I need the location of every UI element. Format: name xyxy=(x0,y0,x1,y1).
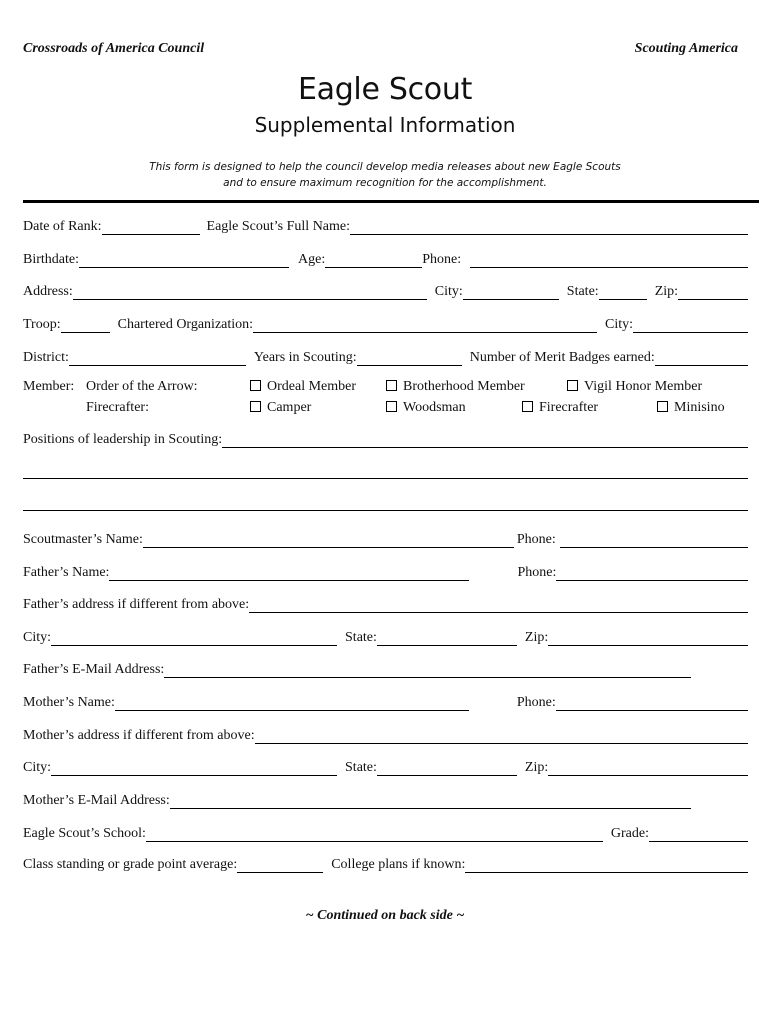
zip-label: Zip: xyxy=(654,284,679,299)
firecrafter-option[interactable]: Firecrafter xyxy=(522,400,598,416)
council-name: Crossroads of America Council xyxy=(23,41,205,56)
mother-phone-label: Phone: xyxy=(516,695,556,710)
class-standing-field[interactable] xyxy=(237,857,323,873)
row-class-standing xyxy=(23,853,748,873)
address-field[interactable] xyxy=(73,284,427,300)
troop-city-label: City: xyxy=(605,317,634,332)
father-address-field[interactable] xyxy=(249,597,748,613)
row-scoutmaster xyxy=(23,528,748,548)
chartered-org-label: Chartered Organization: xyxy=(117,317,254,332)
father-state-field[interactable] xyxy=(377,630,517,646)
full-name-field[interactable] xyxy=(350,219,748,235)
grade-label: Grade: xyxy=(610,826,649,841)
father-name-label: Father’s Name: xyxy=(23,565,110,580)
father-email-label: Father’s E-Mail Address: xyxy=(23,662,165,677)
father-zip-field[interactable] xyxy=(548,630,748,646)
positions-field[interactable] xyxy=(222,432,748,448)
father-zip-label: Zip: xyxy=(524,630,549,645)
date-of-rank-field[interactable] xyxy=(102,219,200,235)
row-father-email xyxy=(23,658,748,678)
row-rank-name xyxy=(23,215,748,235)
minisino-option[interactable]: Minisino xyxy=(657,400,725,416)
grade-field[interactable] xyxy=(649,826,748,842)
intro-line-2: and to ensure maximum recognition for the accomplishment. xyxy=(223,177,547,189)
scoutmaster-field[interactable] xyxy=(143,532,514,548)
school-field[interactable] xyxy=(146,826,603,842)
mother-address-label: Mother’s address if different from above: xyxy=(23,728,255,743)
brotherhood-member-option[interactable]: Brotherhood Member xyxy=(386,379,525,395)
years-field[interactable] xyxy=(357,350,462,366)
age-label: Age: xyxy=(298,252,326,267)
mother-address-field[interactable] xyxy=(255,728,748,744)
father-email-field[interactable] xyxy=(164,662,691,678)
positions-label: Positions of leadership in Scouting: xyxy=(23,432,223,447)
full-name-label: Eagle Scout’s Full Name: xyxy=(206,219,351,234)
row-mother-city xyxy=(23,756,748,776)
phone-field[interactable] xyxy=(470,252,748,268)
row-father-address xyxy=(23,593,748,613)
district-label: District: xyxy=(23,350,69,365)
checkbox-icon xyxy=(657,401,668,412)
order-of-the-arrow-label: Order of the Arrow: xyxy=(86,379,198,394)
father-phone-label: Phone: xyxy=(517,565,557,580)
merit-badges-label: Number of Merit Badges earned: xyxy=(469,350,655,365)
row-troop xyxy=(23,313,748,333)
mother-email-label: Mother’s E-Mail Address: xyxy=(23,793,170,808)
mother-phone-field[interactable] xyxy=(556,695,748,711)
ordeal-member-option[interactable]: Ordeal Member xyxy=(250,379,356,395)
district-field[interactable] xyxy=(69,350,246,366)
troop-field[interactable] xyxy=(61,317,110,333)
father-city-field[interactable] xyxy=(51,630,337,646)
troop-label: Troop: xyxy=(23,317,61,332)
woodsman-option[interactable]: Woodsman xyxy=(386,400,466,416)
row-mother-email xyxy=(23,789,748,809)
row-positions xyxy=(23,428,748,448)
mother-name-label: Mother’s Name: xyxy=(23,695,115,710)
scoutmaster-phone-field[interactable] xyxy=(560,532,748,548)
intro-line-1: This form is designed to help the council develop media releases about new Eagle Scouts xyxy=(149,161,621,173)
date-of-rank-label: Date of Rank: xyxy=(23,219,102,234)
birthdate-field[interactable] xyxy=(79,252,289,268)
mother-name-field[interactable] xyxy=(115,695,469,711)
positions-line-3[interactable] xyxy=(23,510,748,511)
row-school xyxy=(23,822,748,842)
mother-zip-field[interactable] xyxy=(548,760,748,776)
troop-city-field[interactable] xyxy=(633,317,748,333)
row-district xyxy=(23,346,748,366)
birthdate-label: Birthdate: xyxy=(23,252,79,267)
state-label: State: xyxy=(566,284,599,299)
positions-line-2[interactable] xyxy=(23,478,748,479)
mother-city-field[interactable] xyxy=(51,760,337,776)
form-subtitle: Supplemental Information xyxy=(254,113,516,137)
checkbox-icon xyxy=(386,380,397,391)
camper-option[interactable]: Camper xyxy=(250,400,311,416)
checkbox-icon xyxy=(250,401,261,412)
form-title: Eagle Scout xyxy=(297,72,473,107)
mother-city-label: City: xyxy=(23,760,52,775)
chartered-org-field[interactable] xyxy=(253,317,597,333)
vigil-honor-member-option[interactable]: Vigil Honor Member xyxy=(567,379,702,395)
years-label: Years in Scouting: xyxy=(253,350,357,365)
father-city-label: City: xyxy=(23,630,52,645)
state-field[interactable] xyxy=(599,284,647,300)
father-phone-field[interactable] xyxy=(556,565,748,581)
checkbox-icon xyxy=(386,401,397,412)
class-standing-label: Class standing or grade point average: xyxy=(23,857,238,872)
header-divider xyxy=(23,200,759,203)
row-address xyxy=(23,280,748,300)
age-field[interactable] xyxy=(325,252,422,268)
merit-badges-field[interactable] xyxy=(655,350,748,366)
father-name-field[interactable] xyxy=(109,565,469,581)
checkbox-icon xyxy=(250,380,261,391)
mother-state-field[interactable] xyxy=(377,760,517,776)
form-intro xyxy=(0,159,770,191)
firecrafter-label: Firecrafter: xyxy=(86,400,149,415)
father-address-label: Father’s address if different from above: xyxy=(23,597,250,612)
college-plans-field[interactable] xyxy=(465,857,748,873)
mother-email-field[interactable] xyxy=(170,793,691,809)
city-field[interactable] xyxy=(463,284,559,300)
organization-name: Scouting America xyxy=(634,41,738,56)
checkbox-icon xyxy=(567,380,578,391)
checkbox-icon xyxy=(522,401,533,412)
mother-state-label: State: xyxy=(345,760,377,775)
member-label: Member: xyxy=(23,379,75,394)
scoutmaster-phone-label: Phone: xyxy=(516,532,556,547)
father-state-label: State: xyxy=(345,630,377,645)
row-mother-address xyxy=(23,724,748,744)
address-label: Address: xyxy=(23,284,73,299)
school-label: Eagle Scout’s School: xyxy=(23,826,146,841)
continued-note: ~ Continued on back side ~ xyxy=(305,908,465,923)
row-father xyxy=(23,561,748,581)
phone-label: Phone: xyxy=(422,252,462,267)
mother-zip-label: Zip: xyxy=(524,760,549,775)
row-father-city xyxy=(23,626,748,646)
zip-field[interactable] xyxy=(678,284,748,300)
college-plans-label: College plans if known: xyxy=(331,857,466,872)
city-label: City: xyxy=(434,284,463,299)
row-mother xyxy=(23,691,748,711)
row-birth-age-phone xyxy=(23,248,748,268)
scoutmaster-label: Scoutmaster’s Name: xyxy=(23,532,143,547)
